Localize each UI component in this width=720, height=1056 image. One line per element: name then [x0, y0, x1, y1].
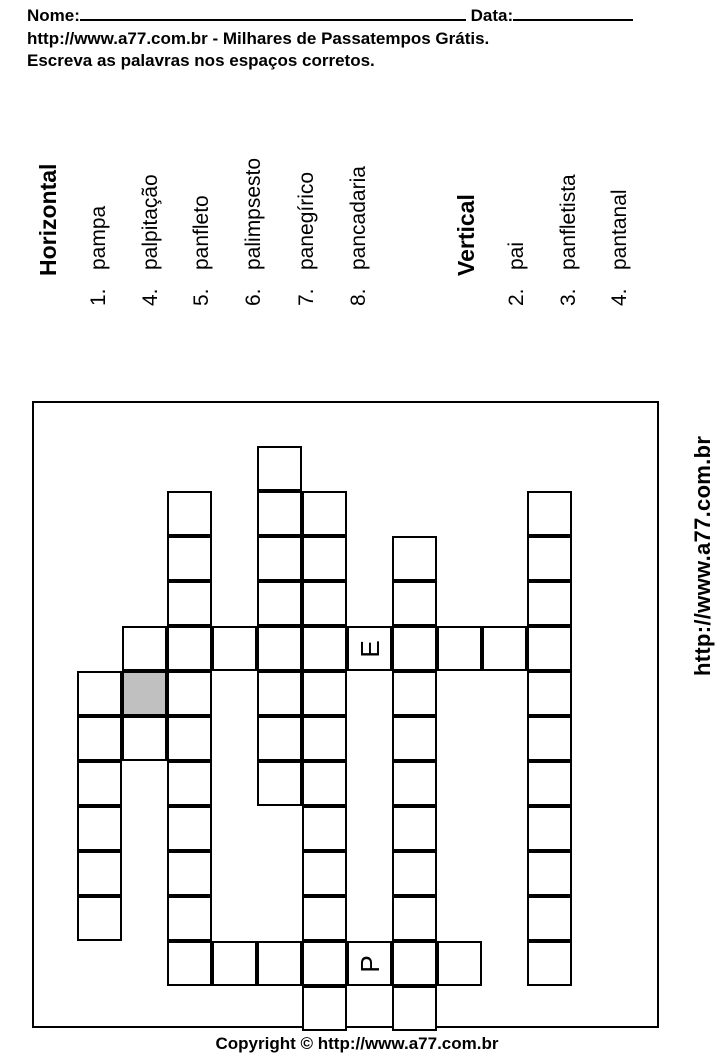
- crossword-cell[interactable]: [392, 986, 437, 1031]
- crossword-cell[interactable]: [392, 896, 437, 941]
- clue-word: pantanal: [608, 189, 631, 270]
- date-label: Data:: [470, 6, 514, 25]
- crossword-cell[interactable]: [437, 626, 482, 671]
- crossword-cell[interactable]: [212, 941, 257, 986]
- clue-number: 3.: [557, 288, 580, 306]
- crossword-cell[interactable]: [302, 581, 347, 626]
- crossword-cell[interactable]: [392, 581, 437, 626]
- crossword-cell[interactable]: [392, 851, 437, 896]
- crossword-cell[interactable]: [257, 761, 302, 806]
- crossword-cell[interactable]: [257, 941, 302, 986]
- crossword-cell[interactable]: [257, 716, 302, 761]
- clue-number: 2.: [505, 288, 528, 306]
- crossword-cell[interactable]: [302, 986, 347, 1031]
- cell-letter: P: [354, 954, 385, 973]
- crossword-cell[interactable]: [77, 851, 122, 896]
- clue-v-2: [505, 242, 529, 306]
- clue-word: panegírico: [295, 171, 318, 270]
- crossword-cell[interactable]: [167, 626, 212, 671]
- name-date-line: [27, 3, 633, 26]
- crossword-cell[interactable]: [527, 581, 572, 626]
- crossword-cell[interactable]: [122, 626, 167, 671]
- crossword-cell[interactable]: [527, 536, 572, 581]
- crossword-cell[interactable]: [482, 626, 527, 671]
- crossword-cell[interactable]: [302, 896, 347, 941]
- crossword-cell[interactable]: [167, 671, 212, 716]
- crossword-cell[interactable]: [302, 671, 347, 716]
- shaded-cell: [122, 671, 167, 716]
- date-blank[interactable]: [513, 3, 633, 21]
- clue-word: palpitação: [139, 174, 162, 270]
- crossword-cell[interactable]: [302, 761, 347, 806]
- crossword-cell[interactable]: [77, 671, 122, 716]
- crossword-cell[interactable]: [392, 761, 437, 806]
- clue-number: 7.: [295, 288, 318, 306]
- clue-word: panfleto: [190, 195, 213, 270]
- crossword-cell[interactable]: [392, 536, 437, 581]
- site-line: http://www.a77.com.br - Milhares de Passatempos Grátis.: [27, 29, 490, 48]
- crossword-cell[interactable]: [527, 806, 572, 851]
- crossword-cell[interactable]: [527, 491, 572, 536]
- clue-number: 8.: [347, 288, 370, 306]
- crossword-cell[interactable]: [257, 626, 302, 671]
- crossword-cell[interactable]: [167, 941, 212, 986]
- crossword-cell[interactable]: [302, 716, 347, 761]
- crossword-cell[interactable]: [302, 491, 347, 536]
- crossword-cell[interactable]: [527, 761, 572, 806]
- crossword-cell[interactable]: [257, 446, 302, 491]
- crossword-cell[interactable]: [527, 716, 572, 761]
- crossword-cell[interactable]: [167, 761, 212, 806]
- crossword-cell[interactable]: [257, 491, 302, 536]
- clue-word: pai: [505, 241, 528, 270]
- clue-h-5: [190, 195, 214, 306]
- crossword-cell[interactable]: [527, 896, 572, 941]
- crossword-cell[interactable]: [77, 806, 122, 851]
- crossword-cell[interactable]: [257, 581, 302, 626]
- clue-number: 4.: [139, 288, 162, 306]
- crossword-cell[interactable]: [527, 941, 572, 986]
- crossword-cell[interactable]: [122, 716, 167, 761]
- crossword-cell[interactable]: [167, 716, 212, 761]
- name-blank[interactable]: [80, 3, 466, 21]
- crossword-cell[interactable]: [392, 626, 437, 671]
- crossword-cell[interactable]: [302, 851, 347, 896]
- clue-number: 4.: [608, 288, 631, 306]
- cell-letter: E: [354, 639, 385, 658]
- crossword-cell[interactable]: [77, 716, 122, 761]
- clue-word: palimpsesto: [242, 157, 265, 270]
- crossword-cell[interactable]: [302, 806, 347, 851]
- clue-v-4: [608, 189, 632, 306]
- side-url: http://www.a77.com.br: [690, 435, 715, 676]
- crossword-cell[interactable]: [302, 536, 347, 581]
- crossword-cell[interactable]: [167, 806, 212, 851]
- copyright: Copyright © http://www.a77.com.br: [215, 1034, 499, 1053]
- crossword-cell[interactable]: [392, 806, 437, 851]
- crossword-cell[interactable]: [527, 626, 572, 671]
- crossword-cell[interactable]: [392, 941, 437, 986]
- clue-v-3: [557, 174, 581, 306]
- crossword-cell[interactable]: [77, 761, 122, 806]
- crossword-cell[interactable]: [302, 941, 347, 986]
- clue-word: pancadaria: [347, 166, 370, 270]
- crossword-cell[interactable]: [77, 896, 122, 941]
- clue-number: 5.: [190, 288, 213, 306]
- crossword-cell[interactable]: [257, 536, 302, 581]
- crossword-cell[interactable]: [167, 491, 212, 536]
- clue-h-4: [139, 174, 163, 306]
- crossword-cell[interactable]: [167, 896, 212, 941]
- clue-word: panfletista: [557, 174, 580, 270]
- crossword-cell[interactable]: [257, 671, 302, 716]
- crossword-cell[interactable]: [347, 941, 392, 986]
- crossword-cell[interactable]: [167, 851, 212, 896]
- horizontal-heading: Horizontal: [35, 163, 61, 276]
- instructions: Escreva as palavras nos espaços corretos.: [27, 51, 375, 70]
- crossword-cell[interactable]: [527, 671, 572, 716]
- clue-h-6: [242, 158, 266, 306]
- crossword-cell[interactable]: [437, 941, 482, 986]
- crossword-cell[interactable]: [392, 716, 437, 761]
- vertical-heading: Vertical: [453, 194, 479, 276]
- crossword-cell[interactable]: [527, 851, 572, 896]
- crossword-cell[interactable]: [167, 536, 212, 581]
- name-label: Nome:: [27, 6, 80, 25]
- clue-number: 1.: [87, 288, 110, 306]
- clue-h-7: [295, 172, 319, 306]
- crossword-cell[interactable]: [347, 626, 392, 671]
- crossword-cell[interactable]: [302, 626, 347, 671]
- crossword-cell[interactable]: [212, 626, 257, 671]
- crossword-cell[interactable]: [392, 671, 437, 716]
- crossword-cell[interactable]: [167, 581, 212, 626]
- clue-number: 6.: [242, 288, 265, 306]
- clue-h-1: [87, 206, 111, 306]
- clue-word: pampa: [87, 205, 110, 270]
- clue-h-8: [347, 166, 371, 306]
